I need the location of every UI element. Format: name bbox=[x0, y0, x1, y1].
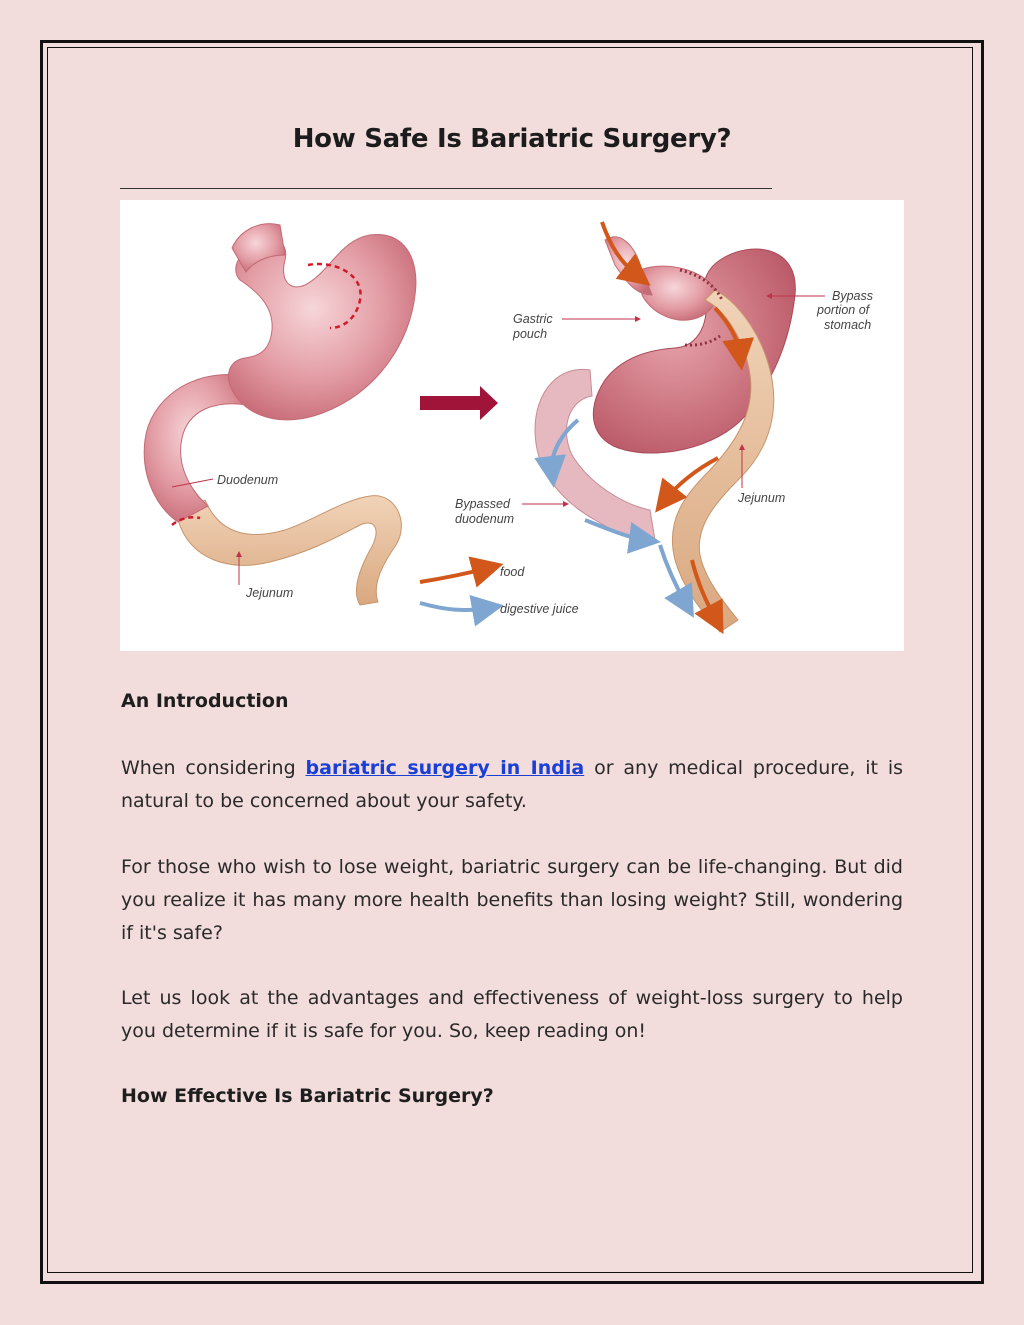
page-title: How Safe Is Bariatric Surgery? bbox=[292, 124, 732, 154]
advantages-paragraph: Let us look at the advantages and effectiveness of weight-loss surgery to help you determine if it is safe for you. So, keep reading on! bbox=[121, 987, 903, 1042]
transition-arrow bbox=[420, 386, 498, 420]
label-jejunum-left: Jejunum bbox=[246, 586, 294, 600]
legend-food-label: food bbox=[500, 565, 525, 579]
benefits-paragraph: For those who wish to lose weight, bariatric surgery can be life-changing. But did you realize it has many more health benefits than losing weight? Still, wondering if it's safe? bbox=[121, 856, 903, 944]
intro-text-before: When considering bbox=[121, 757, 306, 779]
effective-heading: How Effective Is Bariatric Surgery? bbox=[121, 1085, 494, 1107]
bariatric-surgery-illustration bbox=[120, 200, 904, 651]
intro-text-after: or any medical procedure, it is natural to be concerned about your safety. bbox=[121, 757, 904, 812]
label-gastric-2: pouch bbox=[513, 327, 548, 341]
bariatric-surgery-link[interactable]: bariatric surgery in India bbox=[305, 757, 585, 779]
normal-stomach bbox=[144, 224, 416, 605]
label-bypass-2: portion of bbox=[817, 303, 870, 317]
legend-juice-arrow bbox=[420, 603, 488, 610]
intro-heading: An Introduction bbox=[121, 690, 289, 712]
legend-juice-label: digestive juice bbox=[500, 602, 579, 616]
label-duodenum: Duodenum bbox=[217, 473, 279, 487]
label-jejunum-right: Jejunum bbox=[738, 491, 786, 505]
legend-food-arrow bbox=[420, 568, 488, 582]
label-gastric-1: Gastric bbox=[513, 312, 553, 326]
intro-paragraph bbox=[121, 752, 903, 818]
label-bypassed-1: Bypassed bbox=[455, 497, 510, 511]
label-bypass-1: Bypass bbox=[832, 289, 873, 303]
bypass-stomach bbox=[535, 237, 795, 632]
label-bypassed-2: duodenum bbox=[455, 512, 515, 526]
label-bypass-3: stomach bbox=[824, 318, 872, 332]
title-underline bbox=[120, 188, 772, 189]
